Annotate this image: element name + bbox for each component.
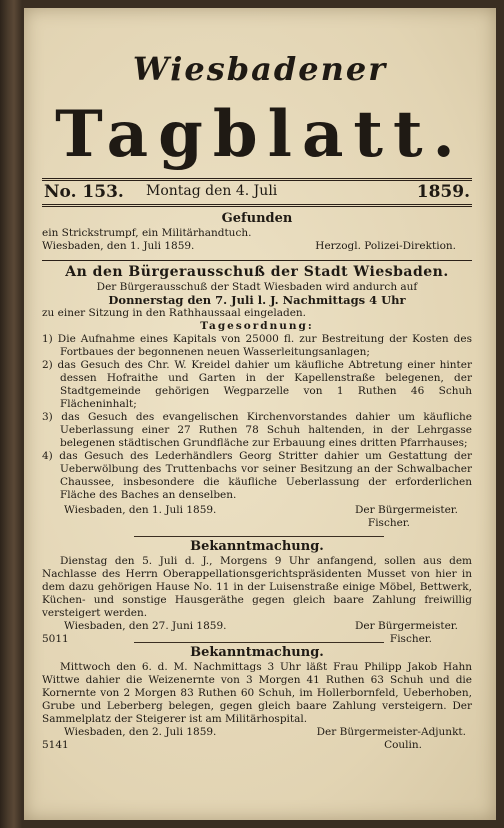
notice-text: ein Strickstrumpf, ein Militärhandtuch. [42,227,252,239]
agenda-item: 3) das Gesuch des evangelischen Kirchenvorstandes dahier um käufliche Ueberlassung einer 27 Ruthen 78 Schuh haltenden, in der Lehrgasse belegenen städtischen Grundfläche zur Erbauung eines dritten Pfarrhauses; [42,411,472,449]
masthead-title-large: Tagblatt. [55,97,465,172]
notice-place-date: Wiesbaden, den 2. Juli 1859. [64,726,217,738]
agenda-title: Tagesordnung: [200,320,314,332]
notice-meeting-time: Donnerstag den 7. Juli l. J. Nachmittags 4 Uhr [108,293,406,307]
notice-gefunden [42,212,472,253]
newspaper-page [24,8,496,820]
issue-year: 1859. [416,182,470,202]
agenda-item: 1) Die Aufnahme eines Kapitals von 25000 fl. zur Bestreitung der Kosten des Fortbaues der begonnenen neuen Wasserleitungsanlagen; [42,333,472,358]
notice-footer [42,620,472,633]
section-rule [42,260,472,261]
notice-number: 5141 [42,739,69,751]
notice-signature-name: Fischer. [389,633,432,645]
notice-place-date: Wiesbaden, den 1. Juli 1859. [64,504,217,516]
issue-date: Montag den 4. Juli [146,183,278,199]
notice-text: Dienstag den 5. Juli d. J., Morgens 9 Uhr anfangend, sollen aus dem Nachlasse des Herrn Oberappellationsgerichtspräsidenten Musset von hier in dem dazu gehörigen Hause No. 11 in der Luisenstraße einige Möbel, Bettwerk, Küchen- und sonstige Hausgeräthe gegen gleich baare Zahlung freiwillig versteigert werden. [42,555,472,619]
masthead-rule-bottom [42,204,472,207]
notice-heading: Bekanntmachung. [190,539,324,554]
notice-text: Mittwoch den 6. d. M. Nachmittags 3 Uhr läßt Frau Philipp Jakob Hahn Wittwe dahier die Weizenernte von 3 Morgen 41 Ruthen 63 Schuh und die Kornernte von 2 Morgen 83 Ruthen 60 Schuh, im Hollerbornfeld, Ueberhoben, Grube und Leberberg belegen, gegen gleich baare Zahlung versteigern. Der Sammelplatz der Steigerer ist am Militärhospital. [42,661,472,725]
notice-heading: Gefunden [221,211,293,226]
notice-signature-name: Fischer. [367,517,410,529]
notice-place-date: Wiesbaden, den 1. Juli 1859. [42,240,195,252]
notice-footer [42,504,472,517]
notice-signature-title: Der Bürgermeister. [355,620,458,632]
notice-number: 5011 [42,633,69,645]
notice-signature-title: Der Bürgermeister-Adjunkt. [316,726,466,738]
dateline [42,182,476,204]
masthead-rule-top [42,178,472,181]
agenda-item: 4) das Gesuch des Lederhändlers Georg Stritter dahier um Gestattung der Ueberwölbung des Truttenbachs vor seiner Besitzung an der Schwalbacher Chaussee, insbesondere die käufliche Ueberlassung der erforderlichen Fläche des Baches an denselben. [42,450,472,501]
masthead-title-small: Wiesbadener [132,50,388,88]
notice-heading: An den Bürgerausschuß der Stadt Wiesbaden. [65,264,449,280]
notice-footer [42,240,472,253]
notice-place-date: Wiesbaden, den 27. Juni 1859. [64,620,227,632]
notice-buergerausschuss [42,266,472,530]
notice-invite: zu einer Sitzung in den Rathhaussaal eingeladen. [42,307,307,319]
notice-signature-name: Coulin. [384,739,422,751]
notice-bekanntmachung-2 [42,646,472,752]
section-rule [134,642,384,643]
section-rule [134,536,384,537]
notice-signature: Herzogl. Polizei-Direktion. [315,240,456,252]
notice-signature-title: Der Bürgermeister. [355,504,458,516]
agenda-item: 2) das Gesuch des Chr. W. Kreidel dahier um käufliche Abtretung einer hinter dessen Hofraithe und Garten in der Kapellenstraße belegenen, der Stadtgemeinde gehörigen Wegparzelle von 1 Ruthen 46 Schuh Flächeninhalt; [42,359,472,410]
notice-footer-2 [42,739,472,752]
notice-bekanntmachung-1 [42,540,472,646]
notice-heading: Bekanntmachung. [190,645,324,660]
notice-intro: Der Bürgerausschuß der Stadt Wiesbaden wird andurch auf [96,281,418,293]
notice-footer [42,726,472,739]
issue-number: No. 153. [44,182,124,202]
